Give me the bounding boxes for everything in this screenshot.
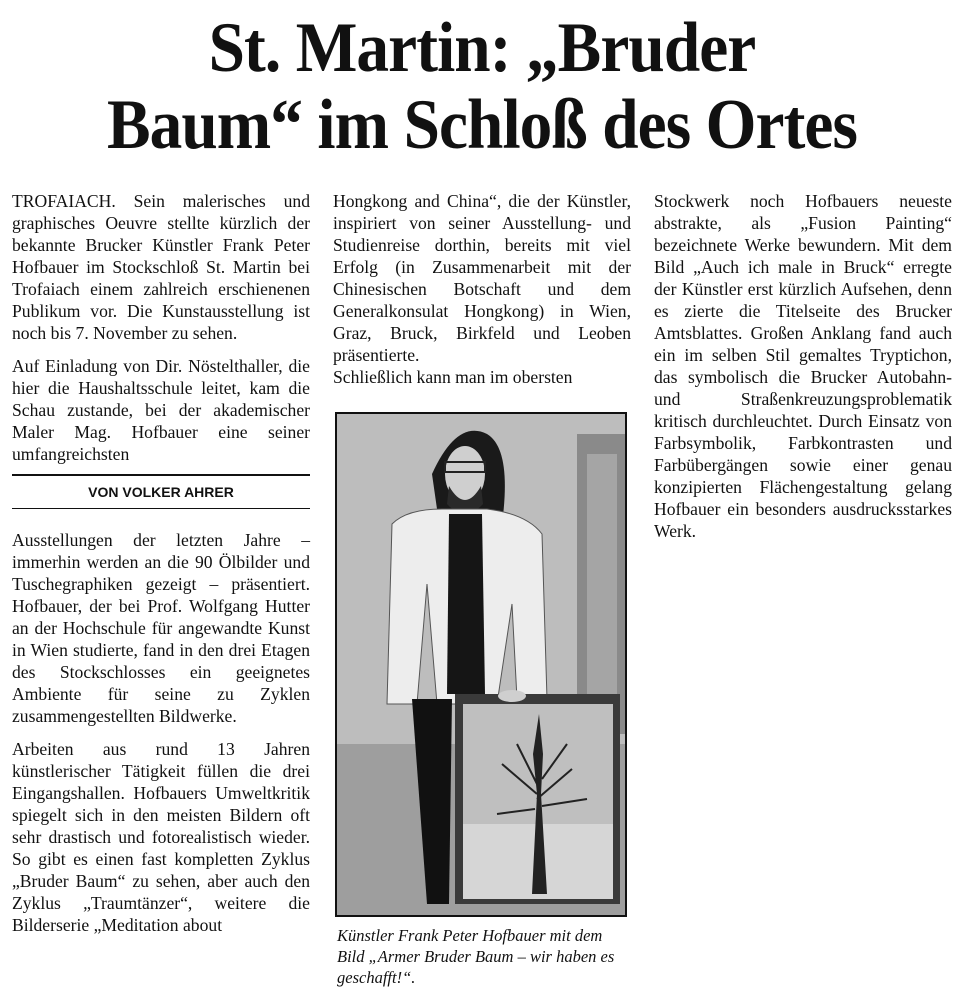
paragraph-hongkong: Hongkong and China“, die der Künstler, inspiriert von seiner Ausstellung- und Studienreise dorthin, bereits mit viel Erfolg (in Zusammenarbeit mit der Chinesischen Botschaft und dem Generalkonsulat Hongkong) in Wien, Graz, Bruck, Birkfeld und Leoben präsentierte. — [333, 191, 631, 365]
author-byline: VON VOLKER AHRER — [88, 484, 234, 500]
headline-line-2: Baum“ im Schloß des Ortes — [106, 86, 858, 164]
paragraph-invitation: Auf Einladung von Dir. Nöstelthaller, die hier die Haushaltsschule leitet, kam die Schau zustande, bei der akademischer Maler Mag. Hofbauer eine seiner umfangreichsten — [12, 356, 310, 464]
paragraph-top-floor: Schließlich kann man im obersten — [333, 367, 573, 387]
photo-caption: Künstler Frank Peter Hofbauer mit dem Bild „Armer Bruder Baum – wir haben es geschafft!“. — [337, 926, 615, 987]
paragraph-works: Arbeiten aus rund 13 Jahren künstlerischer Tätigkeit füllen die drei Eingangshallen. Hofbauers Umweltkritik spiegelt sich in den meisten Bildern oft sehr drastisch und fotorealistisch wieder. So gibt es einen fast kompletten Zyklus „Bruder Baum“ zu sehen, aber auch den Zyklus „Traumtänzer“, weitere die Bilderserie „Meditation about — [12, 739, 310, 935]
headline — [39, 10, 926, 164]
byline-rule-bottom — [12, 508, 310, 509]
photo-artist-with-painting-icon — [337, 414, 625, 915]
paragraph-exhibitions: Ausstellungen der letzten Jahre – immerhin werden an die 90 Ölbilder und Tuschegraphiken gezeigt – präsentiert. Hofbauer, der bei Prof. Wolfgang Hutter an der Hochschule für angewandte Kunst in Wien studierte, fand in den drei Etagen des Stockschlosses ein geeignetes Ambiente für seine zu Zyklen zusammengestellten Bildwerke. — [12, 530, 310, 726]
column-2 — [333, 190, 631, 399]
column-1 — [12, 190, 310, 947]
paragraph-fusion-painting: Stockwerk noch Hofbauers neueste abstrakte, als „Fusion Painting“ bezeichnete Werke bewundern. Mit dem Bild „Auch ich male in Bruck“ erregte der Künstler erst kürzlich Aufsehen, denn es zierte die Titelseite des Brucker Amtsblattes. Großen Anklang fand auch ein im selben Stil gemaltes Tryptichon, das symbolisch die Brucker Autobahn- und Straßenkreuzungsproblematik kritisch durchleuchtet. Durch Einsatz von Farbsymbolik, Farbkontrasten und Farbübergängen sowie einer genau konzipierten Flächengestaltung gelang Hofbauer ein besonders ausdrucksstarkes Werk. — [654, 191, 952, 541]
column-3 — [654, 190, 952, 553]
paragraph-intro: TROFAIACH. Sein malerisches und graphisches Oeuvre stellte kürzlich der bekannte Brucker Künstler Frank Peter Hofbauer im Stockschloß St. Martin bei Trofaiach einem zahlreich erschienenen Publikum vor. Die Kunstausstellung ist noch bis 7. November zu sehen. — [12, 191, 310, 343]
headline-line-1: St. Martin: „Bruder — [208, 9, 756, 87]
artist-photo — [335, 412, 627, 917]
